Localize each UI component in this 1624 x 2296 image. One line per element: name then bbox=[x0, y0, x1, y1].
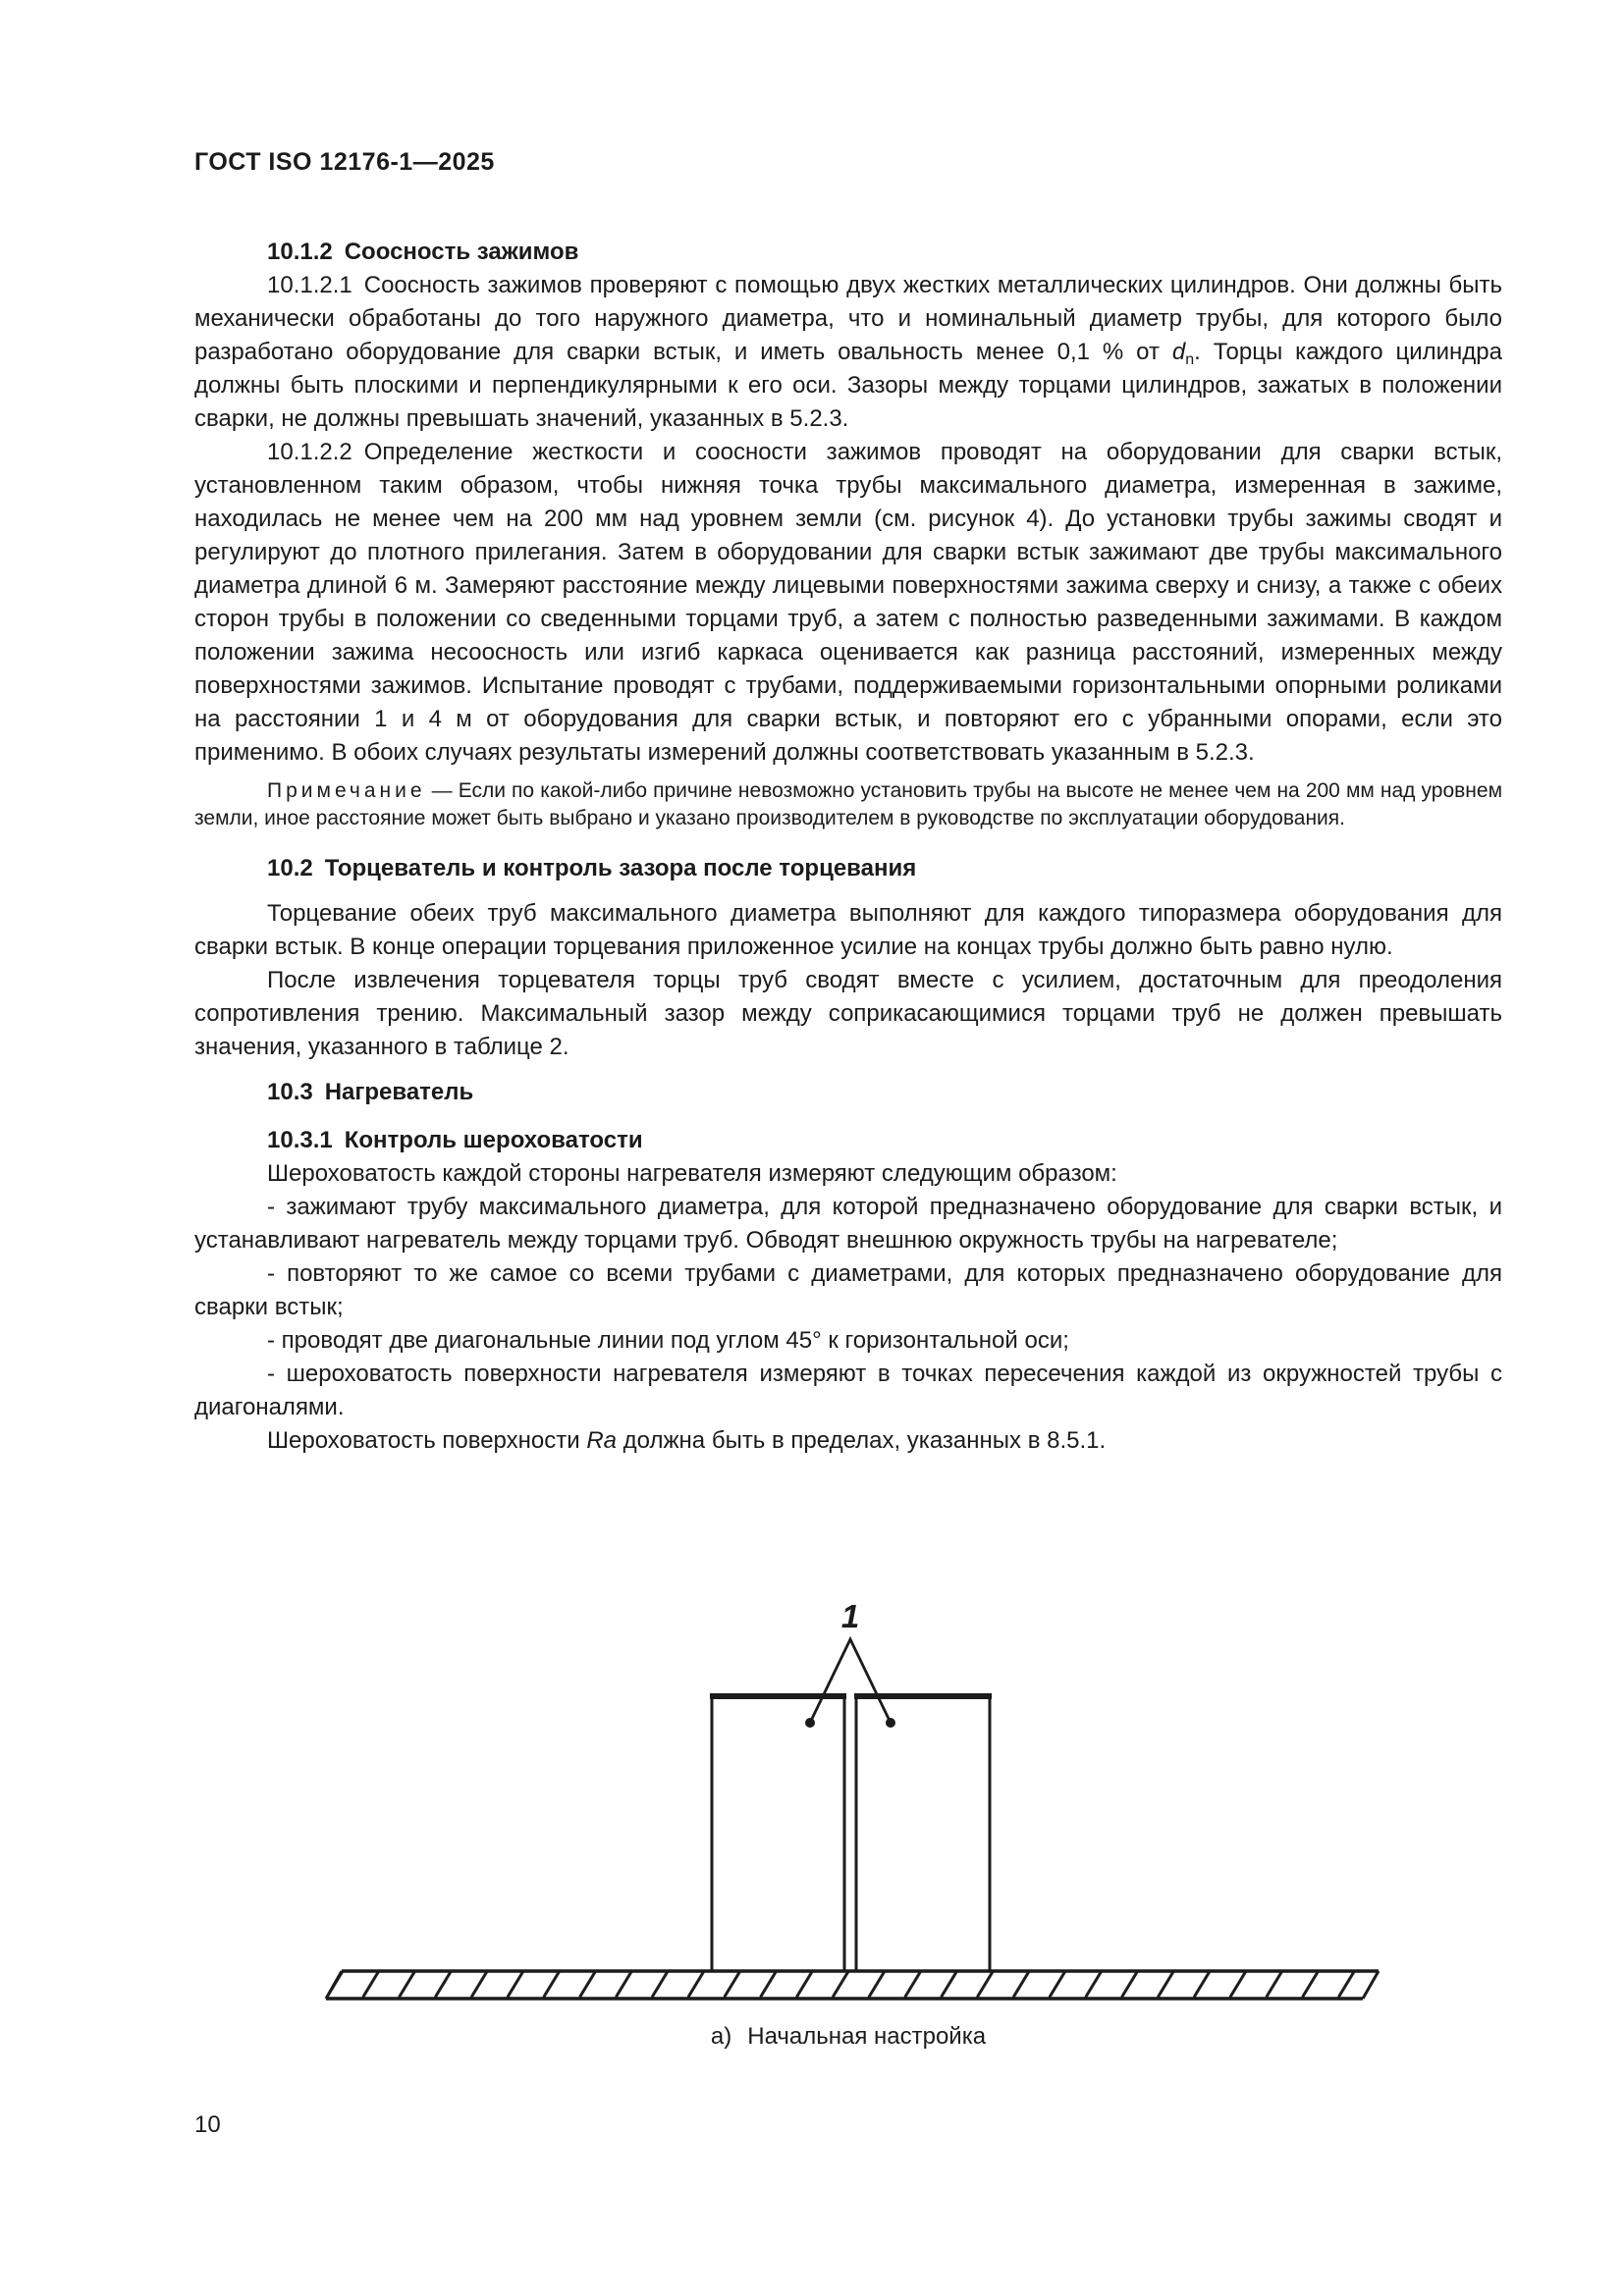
left-pipe-rectangle bbox=[710, 1695, 846, 1971]
section-heading-10-2: 10.2 Торцеватель и контроль зазора после торцевания bbox=[267, 855, 917, 881]
ra-requirement bbox=[194, 1424, 1502, 1458]
roughness-bullet-1: - зажимают трубу максимального диаметра, для которой предназначено оборудование для сварки встык, и устанавливают нагреватель между торцами труб. Обводят внешнюю окружность трубы на нагревателе; bbox=[194, 1194, 1502, 1254]
ground-hatch-band bbox=[326, 1971, 1379, 1999]
section-heading-10-1-2: 10.1.2 Соосность зажимов bbox=[267, 239, 579, 265]
section-heading-10-3: 10.3 Нагреватель bbox=[267, 1079, 474, 1105]
ra-requirement-end: должна быть в пределах, указанных в 8.5.1. bbox=[617, 1427, 1107, 1454]
roughness-bullet-4: - шероховатость поверхности нагревателя измеряют в точках пересечения каждой из окружностей трубы с диагоналями. bbox=[194, 1361, 1502, 1420]
section-heading-10-3-1: 10.3.1 Контроль шероховатости bbox=[267, 1127, 643, 1153]
roughness-bullet-2: - повторяют то же самое со всеми трубами с диаметрами, для которых предназначено оборудование для сварки встык; bbox=[194, 1260, 1502, 1320]
clause-10-1-2-1-text-end: . Торцы каждого цилиндра должны быть плоскими и перпендикулярными к его оси. Зазоры между торцами цилиндров, зажатых в положении сварки, не должны превышать значений, указанных в 5.2.3. bbox=[194, 339, 1502, 432]
note-label: Примечание bbox=[267, 779, 426, 802]
figure-callout-label: 1 bbox=[840, 1598, 860, 1634]
figure-caption-letter: а) bbox=[710, 2023, 732, 2050]
clause-10-2-paragraph-1: Торцевание обеих труб максимального диаметра выполняют для каждого типоразмера оборудования для сварки встык. В конце операции торцевания приложенное усилие на концах трубы должно быть равно нулю. bbox=[194, 900, 1502, 960]
leader-dot-right bbox=[886, 1718, 895, 1728]
ra-symbol: Ra bbox=[586, 1427, 617, 1454]
standard-designation-header: ГОСТ ISO 12176-1—2025 bbox=[194, 148, 495, 176]
page-number: 10 bbox=[194, 2111, 221, 2138]
figure-caption-text: Начальная настройка bbox=[747, 2023, 987, 2050]
leader-lines bbox=[810, 1639, 891, 1723]
clause-10-1-2-1-text-start: 10.1.2.1 Соосность зажимов проверяют с помощью двух жестких металлических цилиндров. Они должны быть механически обработаны до того наружного диаметра, что и номинальный диаметр трубы, для которого было разработано оборудование для сварки встык, и иметь овальность менее 0,1 % от bbox=[194, 272, 1502, 365]
document-body bbox=[194, 236, 1502, 1458]
diameter-symbol: d bbox=[1171, 339, 1186, 365]
ra-requirement-start: Шероховатость поверхности bbox=[267, 1427, 587, 1454]
roughness-intro: Шероховатость каждой стороны нагревателя измеряют следующим образом: bbox=[267, 1160, 1117, 1187]
clause-10-1-2-2: 10.1.2.2 Определение жесткости и соосности зажимов проводят на оборудовании для сварки встык, установленном таким образом, чтобы нижняя точка трубы максимального диаметра, измеренная в зажиме, находилась не менее чем на 200 мм над уровнем земли (см. рисунок 4). До установки трубы зажимы сводят и регулируют до плотного прилегания. Затем в оборудовании для сварки встык зажимают две трубы максимального диаметра длиной 6 м. Замеряют расстояние между лицевыми поверхностями зажима сверху и снизу, а также с обеих сторон трубы в положении со сведенными торцами труб, а затем с полностью разведенными зажимами. В каждом положении зажима несоосность или изгиб каркаса оценивается как разница расстояний, измеренных между поверхностями зажимов. Испытание проводят с трубами, поддерживаемыми горизонтальными опорными роликами на расстоянии 1 и 4 м от оборудования для сварки встык, и повторяют его с убранными опорами, если это применимо. В обоих случаях результаты измерений должны соответствовать указанным в 5.2.3. bbox=[194, 439, 1502, 766]
note-paragraph bbox=[194, 777, 1502, 832]
right-pipe-rectangle bbox=[854, 1695, 992, 1971]
diameter-symbol-subscript: n bbox=[1185, 351, 1195, 368]
figure-initial-setup-drawing bbox=[295, 1590, 1434, 2012]
clause-10-1-2-1 bbox=[194, 269, 1502, 436]
leader-dot-left bbox=[805, 1718, 815, 1728]
note-text: — Если по какой-либо причине невозможно установить трубы на высоте не менее чем на 200 мм над уровнем земли, иное расстояние может быть выбрано и указано производителем в руководстве по эксплуатации оборудования. bbox=[194, 779, 1502, 829]
roughness-bullet-3: - проводят две диагональные линии под углом 45° к горизонтальной оси; bbox=[267, 1327, 1069, 1354]
figure-caption bbox=[194, 2022, 1502, 2052]
clause-10-2-paragraph-2: После извлечения торцевателя торцы труб сводят вместе с усилием, достаточным для преодоления сопротивления трению. Максимальный зазор между соприкасающимися торцами труб не должен превышать значения, указанного в таблице 2. bbox=[194, 967, 1502, 1060]
